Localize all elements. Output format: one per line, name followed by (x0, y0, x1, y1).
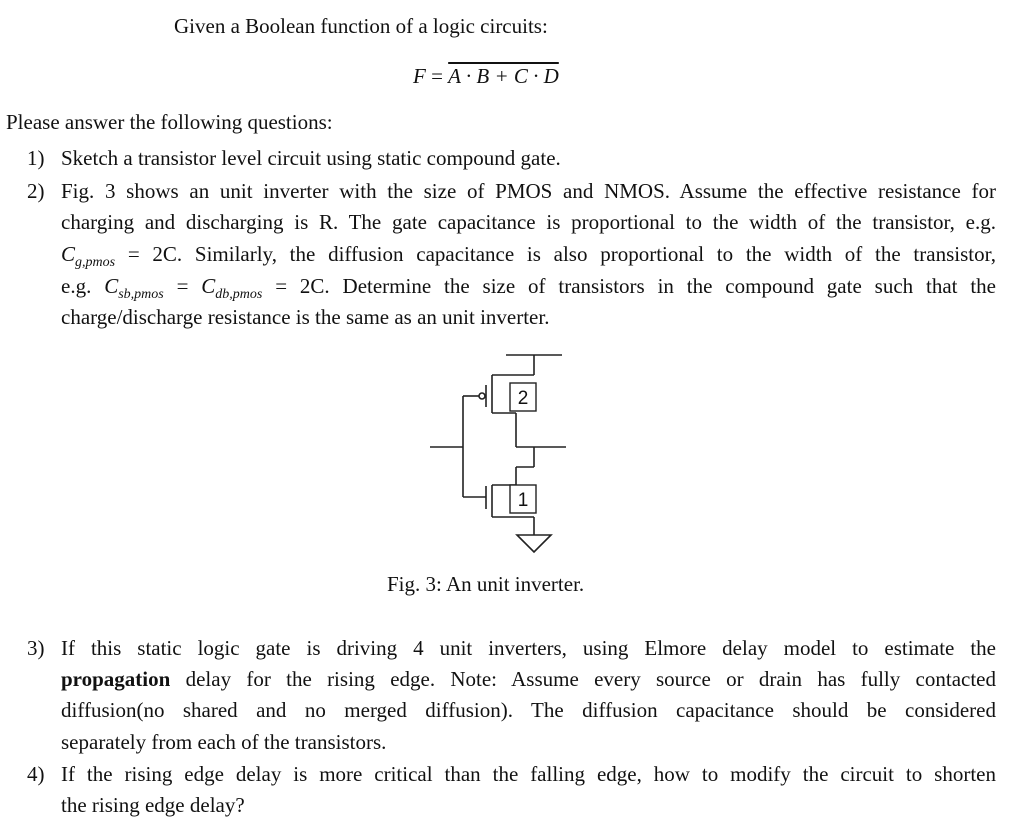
formula-eq: = (425, 64, 449, 88)
pmos-size-label: 2 (517, 388, 529, 409)
ground-symbol (517, 535, 551, 552)
q1-text: Sketch a transistor level circuit using static compound gate. (61, 146, 561, 170)
questions-prompt: Please answer the following questions: (6, 110, 333, 134)
q2-number: 2) (27, 179, 45, 203)
q3-line3: diffusion(no shared and no merged diffusion). The diffusion capacitance should be considered (61, 698, 996, 722)
q3-line2 (61, 667, 996, 692)
q2-line4-rest: = 2C. Determine the size of transistors in the compound gate such that the (262, 274, 996, 298)
cg-symbol: C (61, 242, 76, 266)
formula-rhs: A · B + C · D (448, 64, 559, 88)
propagation-bold: propagation (61, 667, 171, 691)
boolean-formula (413, 64, 559, 89)
inverter-schematic (420, 345, 580, 560)
q4-line1: If the rising edge delay is more critical than the falling edge, how to modify the circuit to shorten (61, 762, 996, 786)
figure-caption: Fig. 3: An unit inverter. (387, 572, 585, 596)
cdb-symbol: C (201, 274, 216, 298)
q1-number: 1) (27, 146, 45, 170)
nmos-size-label: 1 (517, 490, 529, 511)
q2-line3 (61, 242, 996, 271)
q4-line2: the rising edge delay? (61, 793, 245, 817)
q2-line2: charging and discharging is R. The gate capacitance is proportional to the width of the transistor, e.g. (61, 210, 996, 234)
csb-subscript: sb,pmos (118, 287, 164, 302)
csb-symbol: C (104, 274, 119, 298)
intro-text: Given a Boolean function of a logic circuits: (174, 14, 548, 38)
pmos-bubble (479, 393, 485, 399)
q2-line1: Fig. 3 shows an unit inverter with the size of PMOS and NMOS. Assume the effective resistance for (61, 179, 996, 203)
q4-number: 4) (27, 762, 45, 786)
q2-line4-eq: = (163, 274, 202, 298)
q2-line5: charge/discharge resistance is the same as an unit inverter. (61, 305, 550, 329)
q2-line4-pre: e.g. (61, 274, 105, 298)
q3-line2-rest: delay for the rising edge. Note: Assume every source or drain has fully contacted (170, 667, 996, 691)
q3-number: 3) (27, 636, 45, 660)
q3-line4: separately from each of the transistors. (61, 730, 387, 754)
cdb-subscript: db,pmos (215, 287, 263, 302)
q2-line3-rest: = 2C. Similarly, the diffusion capacitance is also proportional to the width of the transistor, (115, 242, 996, 266)
q2-line4 (61, 274, 996, 303)
q3-line1: If this static logic gate is driving 4 unit inverters, using Elmore delay model to estimate the (61, 636, 996, 660)
cg-subscript: g,pmos (75, 255, 116, 270)
formula-lhs: F (413, 64, 426, 88)
